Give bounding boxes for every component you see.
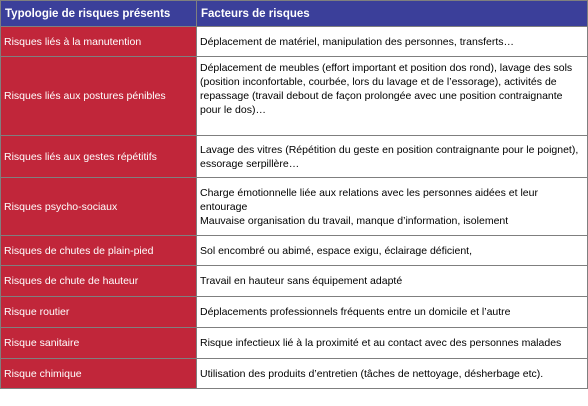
table-row [1,236,588,266]
header-risk-type: Typologie de risques présents [1,1,197,27]
risk-category-cell: Risque sanitaire [1,328,197,359]
table-row [1,297,588,328]
risk-factors-cell [197,236,588,266]
risk-factor-text: Charge émotionnelle liée aux relations avec les personnes aidées et leur entourage [200,186,538,213]
risk-category-cell: Risques psycho-sociaux [1,178,197,236]
table-header [1,1,588,27]
risk-factor-text: Sol encombré ou abimé, espace exigu, éclairage déficient, [200,244,472,257]
risk-factor-text: Lavage des vitres (Répétition du geste en position contraignante pour le poignet), essorage serpillère… [200,143,579,170]
risk-category-cell: Risques liés aux postures pénibles [1,57,197,136]
risk-factors-cell [197,27,588,57]
header-row [1,1,588,27]
table-row [1,266,588,297]
table-row [1,178,588,236]
risk-factor-text: Risque infectieux lié à la proximité et au contact avec des personnes malades [200,337,562,349]
table-row [1,359,588,389]
table-row [1,27,588,57]
risk-factors-cell [197,359,588,389]
table-row [1,136,588,178]
risk-factor-text: Déplacements professionnels fréquents entre un domicile et l’autre [200,306,511,318]
risk-factors-cell [197,136,588,178]
risk-category-cell: Risques de chute de hauteur [1,266,197,297]
risk-factor-text: Déplacement de meubles (effort important et position dos rond), lavage des sols (position inconfortable, courbée, lors du lavage et de l’essorage), activités de repassage (travail debout de façon prolongée avec une position contraignante pour le dos)… [200,62,573,116]
risk-factors-cell [197,266,588,297]
risk-category-cell: Risques liés à la manutention [1,27,197,57]
risk-factor-text: Utilisation des produits d’entretien (tâches de nettoyage, désherbage etc). [200,367,544,380]
risk-factors-cell [197,328,588,359]
risk-category-cell: Risques liés aux gestes répétitifs [1,136,197,178]
risk-factor-text: Travail en hauteur sans équipement adapté [200,275,403,287]
risk-factors-cell [197,178,588,236]
risk-category-cell: Risque chimique [1,359,197,389]
risk-factor-text: Déplacement de matériel, manipulation des personnes, transferts… [200,35,514,48]
risk-factors-cell [197,57,588,136]
table-body [1,27,588,389]
risk-factor-text: Mauvaise organisation du travail, manque d’information, isolement [200,214,509,227]
risk-factors-cell [197,297,588,328]
table-row [1,57,588,136]
risk-category-cell: Risque routier [1,297,197,328]
risk-category-cell: Risques de chutes de plain-pied [1,236,197,266]
table-row [1,328,588,359]
header-risk-factors: Facteurs de risques [197,1,588,27]
